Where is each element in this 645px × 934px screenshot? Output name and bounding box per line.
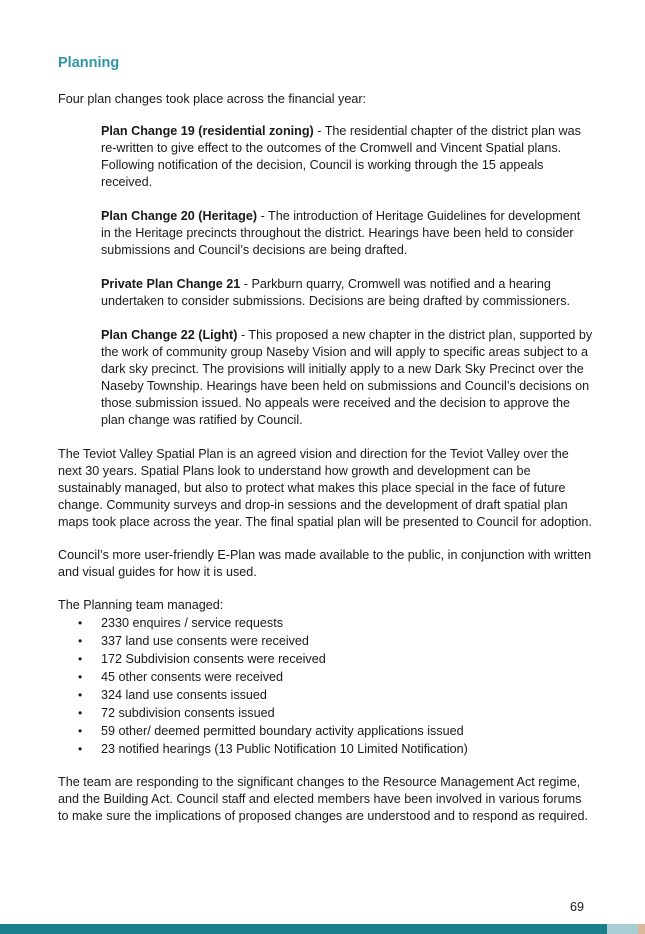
- bullet-icon: •: [78, 652, 83, 666]
- bullet-icon: •: [78, 688, 83, 702]
- list-item-text: 172 Subdivision consents were received: [101, 652, 326, 666]
- list-item-text: 2330 enquires / service requests: [101, 616, 284, 630]
- bullet-icon: •: [78, 616, 83, 630]
- bullet-icon: •: [78, 670, 83, 684]
- list-item: [58, 686, 593, 704]
- eplan-paragraph: Council’s more user-friendly E-Plan was made available to the public, in conjunction with written and visual guides for how it is used.: [58, 548, 592, 579]
- bullet-icon: •: [78, 742, 83, 756]
- private-plan-change-21: [101, 276, 593, 310]
- plan-change-22: [101, 327, 593, 429]
- list-item: [58, 614, 593, 632]
- bullet-icon: •: [78, 634, 83, 648]
- plan-change-title: Plan Change 20 (Heritage): [101, 209, 258, 223]
- page-number: 69: [570, 900, 585, 914]
- list-item: [58, 704, 593, 722]
- footer-bar-accent: [607, 924, 638, 934]
- plan-change-title: Plan Change 19 (residential zoning): [101, 124, 314, 138]
- list-item-text: 45 other consents were received: [101, 670, 284, 684]
- team-lead: The Planning team managed:: [58, 598, 224, 612]
- closing-paragraph: The team are responding to the significant changes to the Resource Management Act regime, and the Building Act. Council staff and elected members have been involved in various forums to make sure the implications of proposed changes are understood and to respond as required.: [58, 775, 588, 823]
- list-item: [58, 668, 593, 686]
- plan-change-text: - This proposed a new chapter in the district plan, supported by the work of community group Naseby Vision and will apply to specific areas subject to a dark sky precinct. The provisions will initially apply to a new Dark Sky Precinct over the Naseby Township. Hearings have been held on submissions and Council’s decisions on those submission issued. No appeals were received and the decision to approve the plan change was ratified by Council.: [101, 328, 593, 427]
- section-content: [58, 91, 593, 841]
- list-item-text: 23 notified hearings (13 Public Notification 10 Limited Notification): [101, 742, 468, 756]
- section-heading: Planning: [58, 55, 120, 71]
- bullet-icon: •: [78, 706, 83, 720]
- list-item: [58, 650, 593, 668]
- list-item-text: 337 land use consents were received: [101, 634, 309, 648]
- plan-change-text: - The residential chapter of the district plan was re-written to give effect to the outcomes of the Cromwell and Vincent Spatial plans. Following notification of the decision, Council is working through the 15 appeals received.: [101, 124, 581, 189]
- list-item: [58, 740, 593, 758]
- footer-bar: [0, 924, 607, 934]
- plan-change-text: - The introduction of Heritage Guidelines for development in the Heritage precincts throughout the district. Hearings have been held to consider submissions and Council’s decisions are being drafted.: [101, 209, 581, 257]
- plan-change-title: Private Plan Change 21: [101, 277, 241, 291]
- plan-change-title: Plan Change 22 (Light): [101, 328, 238, 342]
- list-item: [58, 632, 593, 650]
- plan-change-19: [101, 123, 593, 191]
- intro-paragraph: Four plan changes took place across the financial year:: [58, 92, 367, 106]
- footer-bar-end: [638, 924, 645, 934]
- team-stats-list: [58, 614, 593, 758]
- plan-change-text: - Parkburn quarry, Cromwell was notified and a hearing undertaken to consider submissions. Decisions are being drafted by commissioners.: [101, 277, 570, 308]
- teviot-paragraph: The Teviot Valley Spatial Plan is an agreed vision and direction for the Teviot Valley over the next 30 years. Spatial Plans look to understand how growth and development can be sustainably managed, but also to protect what makes this place special in the face of future change. Community surveys and drop-in sessions and the development of draft spatial plan maps took place across the year. The final spatial plan will be presented to Council for adoption.: [58, 447, 592, 529]
- list-item: [58, 722, 593, 740]
- bullet-icon: •: [78, 724, 83, 738]
- list-item-text: 59 other/ deemed permitted boundary activity applications issued: [101, 724, 464, 738]
- list-item-text: 72 subdivision consents issued: [101, 706, 275, 720]
- list-item-text: 324 land use consents issued: [101, 688, 267, 702]
- plan-change-20: [101, 208, 593, 259]
